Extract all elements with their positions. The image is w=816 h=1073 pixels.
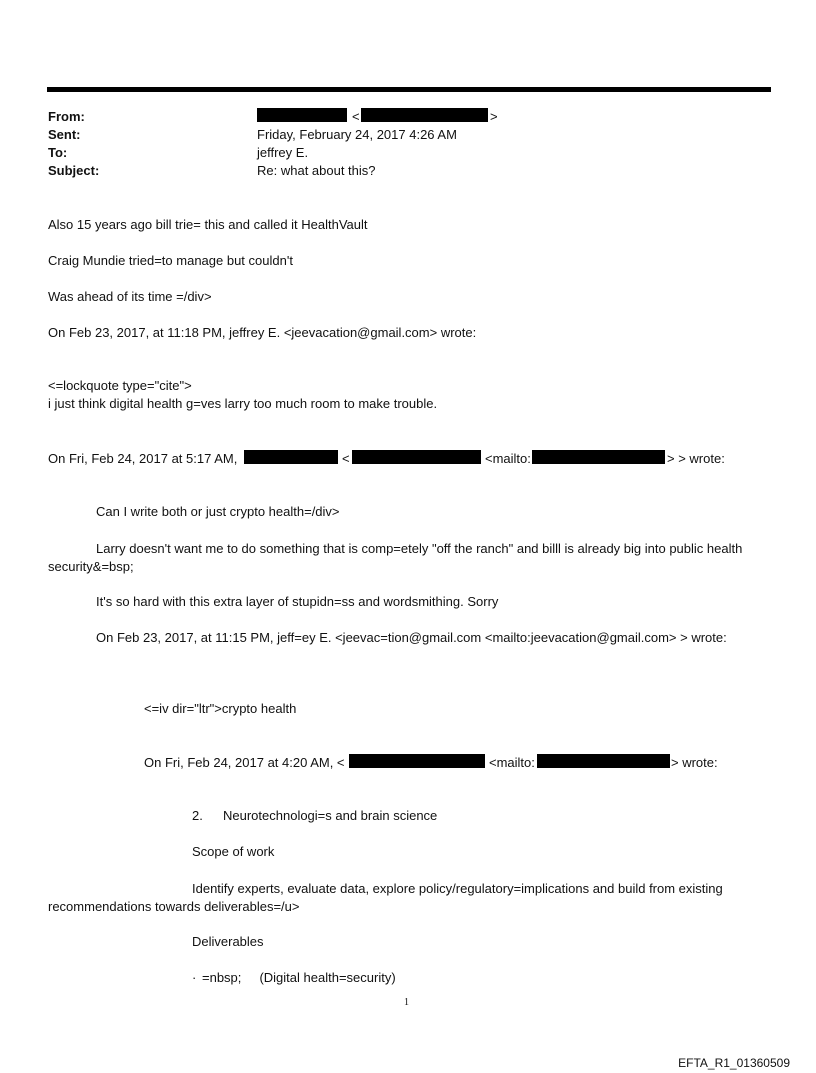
redaction-box <box>361 108 488 122</box>
quote-attribution: On Fri, Feb 24, 2017 at 4:20 AM, < <box>144 755 345 770</box>
body-line: Deliverables <box>192 934 264 949</box>
body-line: Scope of work <box>192 844 275 859</box>
body-paragraph: Larry doesn't want me to do something that is comp=etely "off the ranch" and billl is already big into public health security&=bsp; <box>48 541 743 574</box>
redaction-box <box>257 108 347 122</box>
quote-attribution: On Feb 23, 2017, at 11:15 PM, jeff=ey E. <jeevac=tion@gmail.com <mailto:jeevacation@gmail.com> > wrote: <box>96 630 727 645</box>
body-line: i just think digital health g=ves larry too much room to make trouble. <box>48 396 438 411</box>
bullet-icon: · <box>192 970 197 985</box>
attribution-wrote: > wrote: <box>671 755 718 770</box>
redaction-box <box>537 754 670 768</box>
sent-label: Sent: <box>48 127 81 142</box>
list-item-text: Neurotechnologi=s and brain science <box>223 808 438 823</box>
attribution-mailto: <mailto: <box>489 755 535 770</box>
bates-number: EFTA_R1_01360509 <box>678 1056 790 1070</box>
body-line: <=lockquote type="cite"> <box>48 378 192 393</box>
body-line: <=iv dir="ltr">crypto health <box>144 701 297 716</box>
body-line: Was ahead of its time =/div> <box>48 289 212 304</box>
to-value: jeffrey E. <box>257 145 309 160</box>
subject-label: Subject: <box>48 163 100 178</box>
redaction-box <box>349 754 485 768</box>
attribution-mailto: <mailto: <box>485 451 531 466</box>
from-open-bracket: < <box>352 109 360 124</box>
body-paragraph: Identify experts, evaluate data, explore policy/regulatory=implications and build from existing recommendations towards deliverables=/u> <box>48 881 723 914</box>
body-line: Craig Mundie tried=to manage but couldn't <box>48 253 293 268</box>
to-label: To: <box>48 145 68 160</box>
page-number: 1 <box>404 997 409 1008</box>
redaction-box <box>532 450 665 464</box>
redaction-box <box>352 450 481 464</box>
from-label: From: <box>48 109 85 124</box>
bullet-text: =nbsp; (Digital health=security) <box>202 970 396 985</box>
attribution-wrote: > > wrote: <box>667 451 725 466</box>
subject-value: Re: what about this? <box>257 163 376 178</box>
body-line: Also 15 years ago bill trie= this and called it HealthVault <box>48 217 368 232</box>
quote-attribution: On Feb 23, 2017, at 11:18 PM, jeffrey E. <jeevacation@gmail.com> wrote: <box>48 325 477 340</box>
attribution-bracket: < <box>342 451 350 466</box>
from-close-bracket: > <box>490 109 498 124</box>
body-line: It's so hard with this extra layer of stupidn=ss and wordsmithing. Sorry <box>96 594 499 609</box>
sent-value: Friday, February 24, 2017 4:26 AM <box>257 127 457 142</box>
list-number: 2. <box>192 808 203 823</box>
redaction-box <box>244 450 338 464</box>
body-line: Can I write both or just crypto health=/div> <box>96 504 340 519</box>
header-rule <box>47 87 771 92</box>
quote-attribution: On Fri, Feb 24, 2017 at 5:17 AM, <box>48 451 238 466</box>
